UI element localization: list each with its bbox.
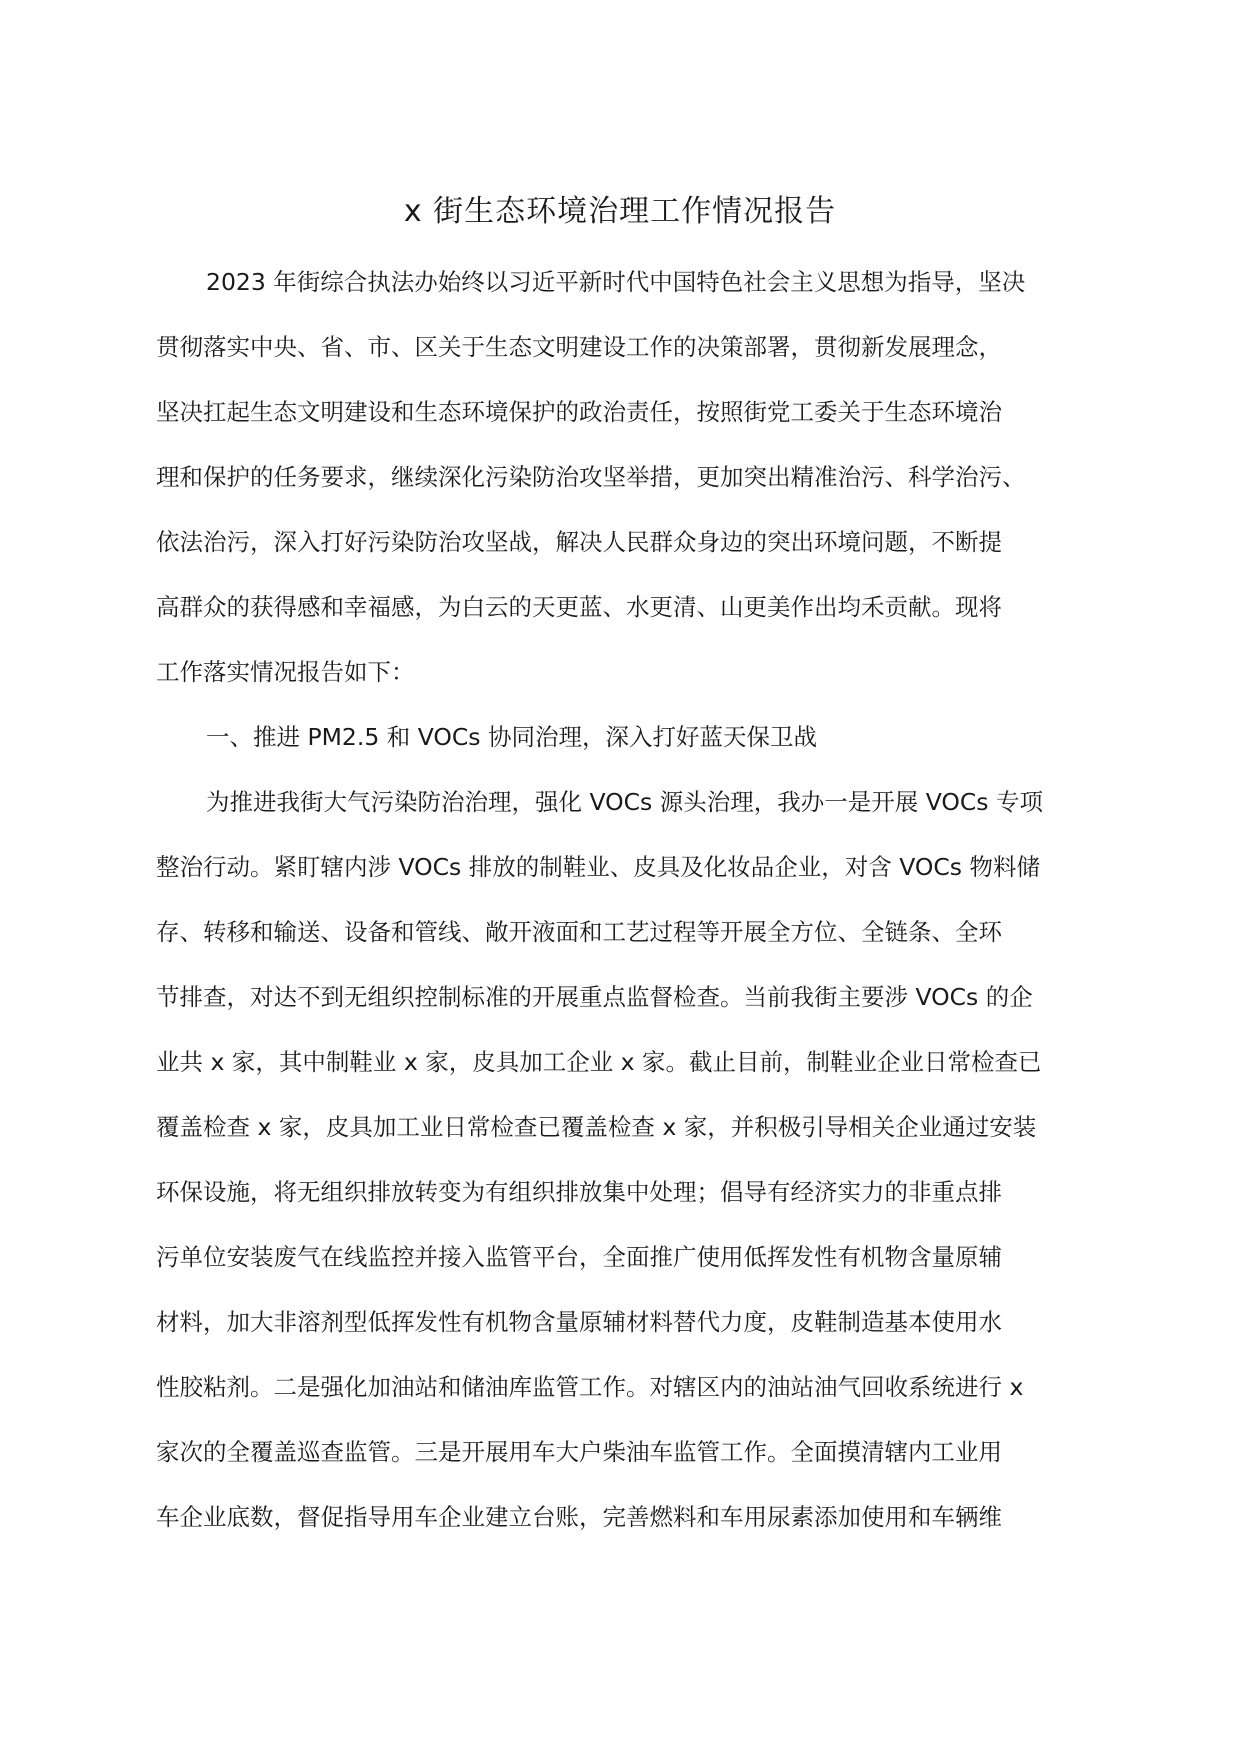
paragraph-line: 整治行动。紧盯辖内涉 VOCs 排放的制鞋业、皮具及化妆品企业，对含 VOCs 物料储 [156, 853, 1041, 881]
paragraph-line: 性胶粘剂。二是强化加油站和储油库监管工作。对辖区内的油站油气回收系统进行 x [156, 1373, 1024, 1401]
paragraph-line: 坚决扛起生态文明建设和生态环境保护的政治责任，按照街党工委关于生态环境治 [156, 398, 1002, 426]
paragraph-line: 存、转移和输送、设备和管线、敞开液面和工艺过程等开展全方位、全链条、全环 [156, 918, 1002, 946]
paragraph-line: 覆盖检查 x 家，皮具加工业日常检查已覆盖检查 x 家，并积极引导相关企业通过安装 [156, 1113, 1037, 1141]
paragraph-line: 依法治污，深入打好污染防治攻坚战，解决人民群众身边的突出环境问题，不断提 [156, 528, 1002, 556]
paragraph-line: 贯彻落实中央、省、市、区关于生态文明建设工作的决策部署，贯彻新发展理念， [156, 333, 1002, 361]
paragraph-line: 车企业底数，督促指导用车企业建立台账，完善燃料和车用尿素添加使用和车辆维 [156, 1503, 1002, 1531]
paragraph-line: 为推进我街大气污染防治治理，强化 VOCs 源头治理，我办一是开展 VOCs 专项 [206, 788, 1044, 816]
paragraph-line: 2023 年街综合执法办始终以习近平新时代中国特色社会主义思想为指导，坚决 [206, 268, 1026, 296]
paragraph-line: 环保设施，将无组织排放转变为有组织排放集中处理；倡导有经济实力的非重点排 [156, 1178, 1002, 1206]
paragraph-line: 理和保护的任务要求，继续深化污染防治攻坚举措，更加突出精准治污、科学治污、 [156, 463, 1026, 491]
paragraph-line: 工作落实情况报告如下： [156, 658, 415, 686]
document-title: x 街生态环境治理工作情况报告 [403, 194, 837, 229]
paragraph-line: 业共 x 家，其中制鞋业 x 家，皮具加工企业 x 家。截止目前，制鞋业企业日常检查已 [156, 1048, 1042, 1076]
paragraph-line: 高群众的获得感和幸福感，为白云的天更蓝、水更清、山更美作出均禾贡献。现将 [156, 593, 1002, 621]
section-heading: 一、推进 PM2.5 和 VOCs 协同治理，深入打好蓝天保卫战 [206, 723, 818, 751]
paragraph-line: 污单位安装废气在线监控并接入监管平台，全面推广使用低挥发性有机物含量原辅 [156, 1243, 1002, 1271]
paragraph-line: 材料，加大非溶剂型低挥发性有机物含量原辅材料替代力度，皮鞋制造基本使用水 [156, 1308, 1002, 1336]
paragraph-line: 节排查，对达不到无组织控制标准的开展重点监督检查。当前我街主要涉 VOCs 的企 [156, 983, 1033, 1011]
document-body [156, 262, 1086, 1562]
paragraph-line: 家次的全覆盖巡查监管。三是开展用车大户柴油车监管工作。全面摸清辖内工业用 [156, 1438, 1002, 1466]
